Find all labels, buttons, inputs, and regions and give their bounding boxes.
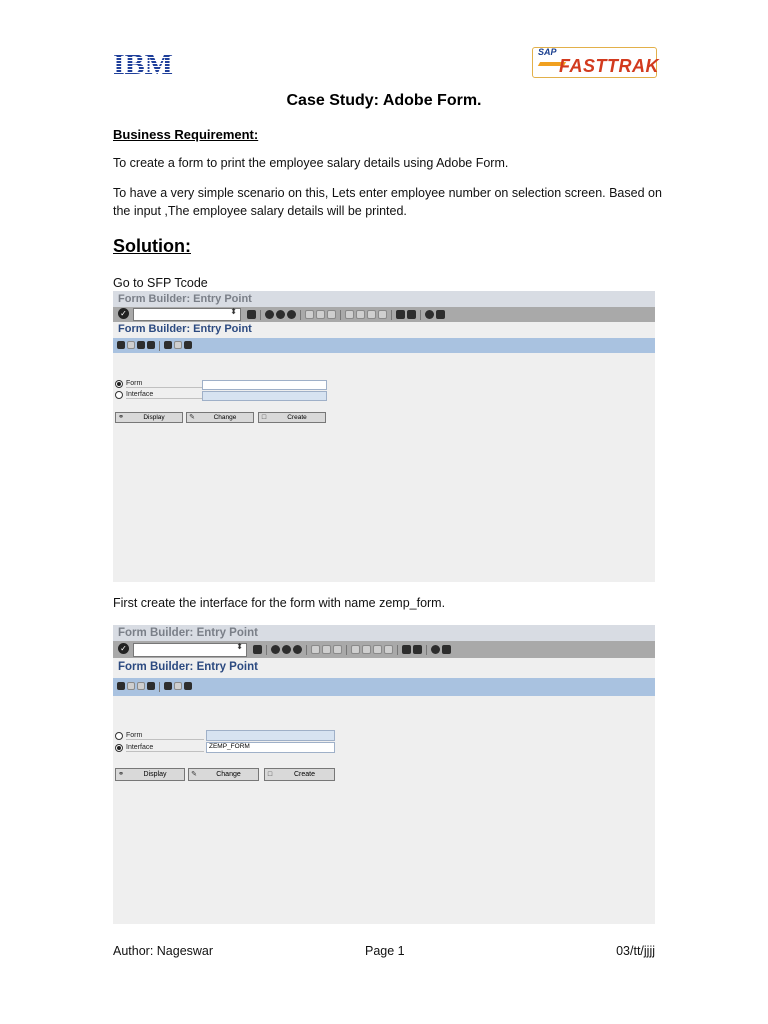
save-icon[interactable] — [247, 310, 256, 319]
display-glasses-icon: ⚭ — [118, 414, 124, 421]
document-title: Case Study: Adobe Form. — [286, 92, 482, 109]
caption-sfp-tcode: Go to SFP Tcode — [113, 276, 208, 290]
caption-create-interface: First create the interface for the form with name zemp_form. — [113, 596, 446, 610]
info-icon[interactable] — [147, 341, 155, 349]
toolbar-separator — [300, 310, 301, 320]
create-button-label: Create — [293, 771, 315, 778]
radio-interface-row[interactable] — [115, 391, 204, 399]
change-button[interactable] — [188, 768, 259, 781]
copy-icon[interactable] — [174, 341, 182, 349]
check-icon[interactable] — [127, 341, 135, 349]
footer-date: 03/tt/jjjj — [616, 944, 655, 958]
pencil-icon: ✎ — [191, 771, 197, 778]
cancel-icon[interactable] — [293, 645, 302, 654]
display-glasses-icon: ⚭ — [118, 771, 124, 778]
help-icon[interactable] — [425, 310, 434, 319]
toolbar-separator — [159, 682, 160, 692]
paragraph-scenario: To have a very simple scenario on this, Lets enter employee number on selection screen. Based on the input ,The employee salary details will be printed. — [113, 186, 662, 218]
new-document-icon: □ — [261, 414, 267, 421]
first-page-icon[interactable] — [351, 645, 360, 654]
form-name-input[interactable] — [206, 730, 335, 741]
change-button-label: Change — [216, 771, 241, 778]
command-field[interactable] — [133, 308, 241, 321]
dropdown-arrow-icon[interactable]: ⬍ — [230, 307, 237, 316]
fasttrak-text: FASTTRAK — [559, 56, 659, 76]
rename-icon[interactable] — [184, 682, 192, 690]
activate-icon[interactable] — [137, 341, 145, 349]
delete-icon[interactable] — [164, 341, 172, 349]
system-toolbar — [113, 307, 655, 322]
toolbar-separator — [159, 341, 160, 351]
toolbar-separator — [306, 645, 307, 655]
solution-heading: Solution: — [113, 236, 191, 256]
shortcut-icon[interactable] — [407, 310, 416, 319]
first-page-icon[interactable] — [345, 310, 354, 319]
other-object-icon[interactable] — [117, 341, 125, 349]
create-button-label: Create — [287, 414, 307, 421]
exit-icon[interactable] — [282, 645, 291, 654]
find-next-icon[interactable] — [333, 645, 342, 654]
change-button[interactable] — [186, 412, 254, 423]
interface-radio[interactable] — [115, 744, 123, 752]
radio-form-row[interactable] — [115, 380, 204, 388]
pencil-icon: ✎ — [189, 414, 195, 421]
system-toolbar — [113, 641, 655, 658]
interface-radio-label: Interface — [126, 391, 204, 399]
footer-page-number: Page 1 — [365, 944, 405, 958]
screen-title: Form Builder: Entry Point — [118, 323, 252, 335]
toolbar-separator — [391, 310, 392, 320]
screen-title: Form Builder: Entry Point — [118, 661, 258, 673]
enter-icon[interactable]: ✓ — [118, 643, 129, 654]
last-page-icon[interactable] — [378, 310, 387, 319]
form-name-input[interactable] — [202, 380, 327, 390]
section-label-business-requirement: Business Requirement: — [113, 127, 259, 142]
find-next-icon[interactable] — [327, 310, 336, 319]
interface-radio[interactable] — [115, 391, 123, 399]
form-radio[interactable] — [115, 380, 123, 388]
dropdown-arrow-icon[interactable]: ⬍ — [236, 642, 243, 651]
enter-icon[interactable]: ✓ — [118, 308, 129, 319]
exit-icon[interactable] — [276, 310, 285, 319]
print-icon[interactable] — [305, 310, 314, 319]
create-button[interactable] — [258, 412, 326, 423]
interface-name-input[interactable]: ZEMP_FORM — [206, 742, 335, 753]
application-toolbar — [113, 338, 655, 353]
ibm-logo-text: IBM — [113, 48, 173, 78]
previous-page-icon[interactable] — [356, 310, 365, 319]
sap-fasttrak-logo — [532, 47, 657, 78]
activate-icon[interactable] — [137, 682, 145, 690]
back-icon[interactable] — [271, 645, 280, 654]
ibm-logo — [113, 46, 179, 78]
display-button-label: Display — [143, 414, 165, 421]
info-icon[interactable] — [147, 682, 155, 690]
toolbar-separator — [340, 310, 341, 320]
sap-mark: SAP — [538, 47, 557, 57]
window-title-bar: Form Builder: Entry Point — [113, 291, 655, 307]
toolbar-separator — [260, 310, 261, 320]
interface-radio-label: Interface — [126, 744, 204, 752]
toolbar-separator — [346, 645, 347, 655]
check-icon[interactable] — [127, 682, 135, 690]
form-radio[interactable] — [115, 732, 123, 740]
window-title-bar: Form Builder: Entry Point — [113, 625, 655, 641]
layout-menu-icon[interactable] — [436, 310, 445, 319]
footer-author: Author: Nageswar — [113, 944, 214, 958]
other-object-icon[interactable] — [117, 682, 125, 690]
form-radio-label: Form — [126, 380, 204, 388]
new-session-icon[interactable] — [402, 645, 411, 654]
sap-screenshot-2 — [113, 625, 655, 924]
back-icon[interactable] — [265, 310, 274, 319]
toolbar-separator — [420, 310, 421, 320]
next-page-icon[interactable] — [367, 310, 376, 319]
form-radio-label: Form — [126, 732, 204, 740]
change-button-label: Change — [213, 414, 237, 421]
last-page-icon[interactable] — [384, 645, 393, 654]
interface-name-input[interactable] — [202, 391, 327, 401]
save-icon[interactable] — [253, 645, 262, 654]
find-icon[interactable] — [316, 310, 325, 319]
display-button-label: Display — [143, 771, 167, 778]
radio-interface-row[interactable] — [115, 744, 204, 752]
cancel-icon[interactable] — [287, 310, 296, 319]
rename-icon[interactable] — [184, 341, 192, 349]
shortcut-icon[interactable] — [413, 645, 422, 654]
toolbar-separator — [426, 645, 427, 655]
display-button[interactable] — [115, 768, 185, 781]
delete-icon[interactable] — [164, 682, 172, 690]
application-toolbar — [113, 678, 655, 696]
copy-icon[interactable] — [174, 682, 182, 690]
help-icon[interactable] — [431, 645, 440, 654]
new-document-icon: □ — [267, 771, 273, 778]
create-button[interactable] — [264, 768, 335, 781]
toolbar-separator — [266, 645, 267, 655]
layout-menu-icon[interactable] — [442, 645, 451, 654]
sap-screenshot-1 — [113, 291, 655, 582]
command-field[interactable] — [133, 643, 247, 657]
radio-form-row[interactable] — [115, 732, 204, 740]
find-icon[interactable] — [322, 645, 331, 654]
previous-page-icon[interactable] — [362, 645, 371, 654]
display-button[interactable] — [115, 412, 183, 423]
toolbar-separator — [397, 645, 398, 655]
new-session-icon[interactable] — [396, 310, 405, 319]
next-page-icon[interactable] — [373, 645, 382, 654]
print-icon[interactable] — [311, 645, 320, 654]
paragraph-requirement: To create a form to print the employee salary details using Adobe Form. — [113, 156, 509, 170]
